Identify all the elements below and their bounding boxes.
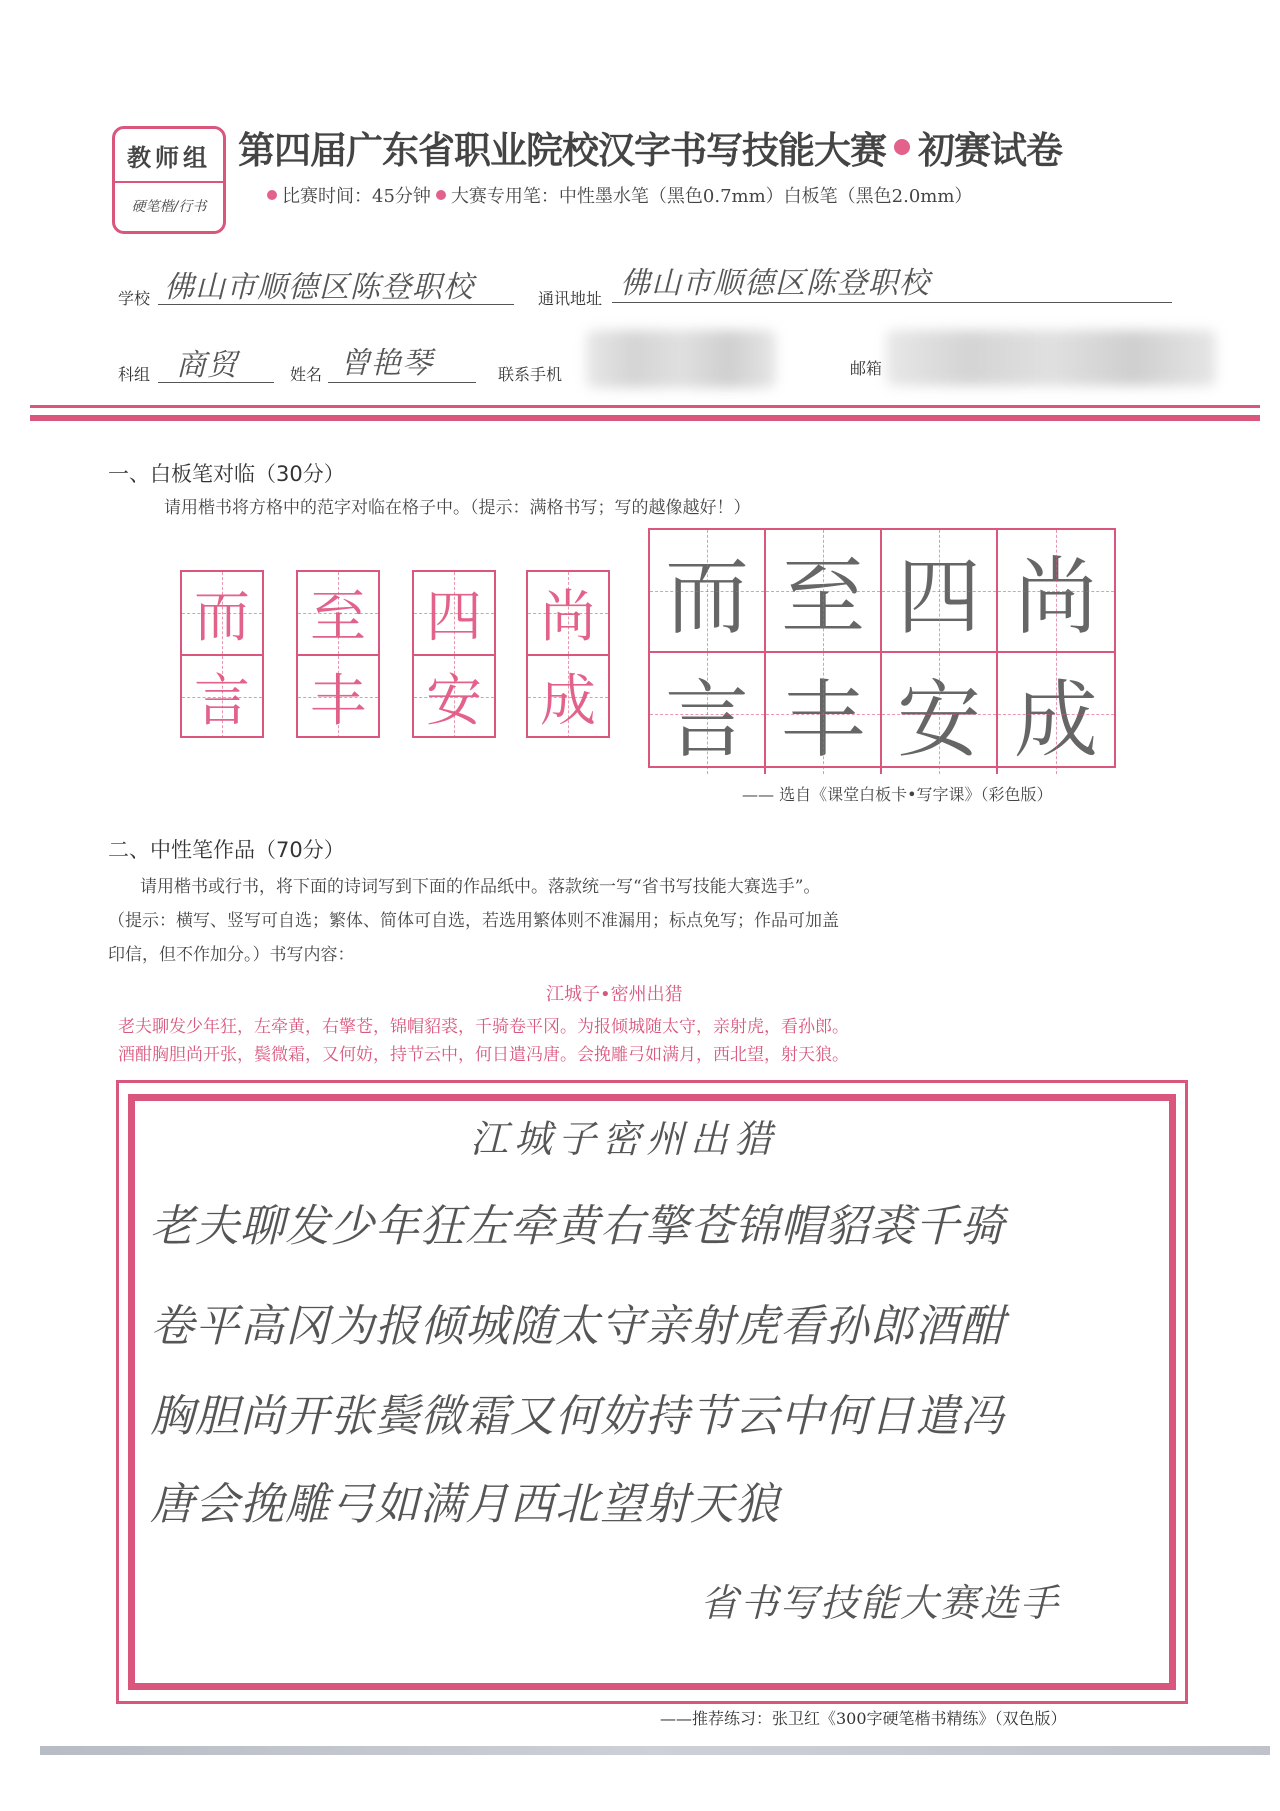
work-title: 江城子密州出猎 (470, 1117, 779, 1161)
written-char: 成 (1013, 671, 1098, 769)
poem-title: 江城子•密州出猎 (546, 984, 683, 1005)
subtitle (262, 182, 972, 208)
badge-style-label: 硬笔楷/行书 (131, 199, 207, 215)
address-label: 通讯地址 (538, 289, 603, 308)
source-citation: —— 选自《课堂白板卡•写字课》（彩色版） (742, 785, 1053, 804)
grid-cell[interactable] (650, 530, 766, 653)
poem-line: 酒酣胸胆尚开张，鬓微霜，又何妨，持节云中，何日遣冯唐。会挽雕弓如满月，西北望，射天狼。 (118, 1045, 849, 1065)
divider (30, 405, 1260, 408)
written-char: 而 (664, 548, 749, 646)
model-box (180, 570, 264, 738)
school-field[interactable] (158, 262, 514, 305)
model-char: 而 (194, 585, 250, 650)
section2-instruction-2: （提示：横写、竖写可自选；繁体、简体可自选，若选用繁体则不准漏用；标点免写；作品可加盖 (108, 911, 839, 931)
grid-cell[interactable] (882, 530, 998, 653)
model-char: 四 (426, 585, 482, 650)
grid-cell[interactable] (650, 653, 766, 774)
section2-heading: 二、中性笔作品（70分） (108, 838, 345, 862)
written-char: 至 (780, 548, 865, 646)
bullet-dot-icon (267, 190, 277, 200)
model-char: 成 (540, 669, 596, 734)
grid-cell[interactable] (882, 653, 998, 774)
name-value: 曾艳琴 (340, 346, 433, 381)
pen-requirement: 大赛专用笔：中性墨水笔（黑色0.7mm）白板笔（黑色2.0mm） (450, 186, 973, 207)
work-line: 卷平高冈为报倾城随太守亲射虎看孙郎酒酣 (150, 1301, 1005, 1352)
grid-cell[interactable] (766, 530, 882, 653)
work-line: 胸胆尚开张鬓微霜又何妨持节云中何日遣冯 (150, 1391, 1005, 1442)
written-char: 安 (896, 671, 981, 769)
address-value: 佛山市顺德区陈登职校 (620, 266, 930, 301)
email-label: 邮箱 (850, 359, 883, 378)
bottom-scan-edge (40, 1746, 1270, 1755)
divider (30, 415, 1260, 421)
written-char: 丰 (780, 671, 865, 769)
subject-field[interactable] (158, 340, 274, 383)
grid-cell[interactable] (998, 530, 1114, 653)
title-suffix: 初赛试卷 (918, 129, 1062, 172)
model-char: 尚 (540, 585, 596, 650)
copy-grid[interactable] (648, 528, 1116, 768)
written-char: 尚 (1013, 548, 1098, 646)
model-box (412, 570, 496, 738)
subject-label: 科组 (118, 365, 151, 384)
subject-value: 商贸 (176, 348, 238, 383)
poem-line: 老夫聊发少年狂，左牵黄，右擎苍，锦帽貂裘，千骑卷平冈。为报倾城随太守，亲射虎，看孙郎。 (118, 1017, 849, 1037)
bullet-dot-icon (436, 190, 446, 200)
badge-group-label: 教师组 (115, 129, 223, 183)
work-line: 老夫聊发少年狂左牵黄右擎苍锦帽貂裘千骑 (150, 1201, 1005, 1252)
bullet-dot-icon (894, 139, 910, 155)
section2-instruction-1: 请用楷书或行书，将下面的诗词写到下面的作品纸中。落款统一写“省书写技能大赛选手”。 (140, 877, 821, 897)
model-box (296, 570, 380, 738)
name-field[interactable] (328, 338, 476, 383)
work-signature: 省书写技能大赛选手 (700, 1581, 1061, 1625)
model-box (526, 570, 610, 738)
work-line: 唐会挽雕弓如满月西北望射天狼 (150, 1479, 780, 1530)
grid-cell[interactable] (998, 653, 1114, 774)
email-redacted (886, 330, 1216, 386)
written-char: 四 (896, 548, 981, 646)
exam-time: 比赛时间：45分钟 (282, 186, 431, 207)
section2-instruction-3: 印信，但不作加分。）书写内容： (108, 945, 355, 965)
section1-instruction: 请用楷书将方格中的范字对临在格子中。（提示：满格书写；写的越像越好！） (164, 498, 751, 518)
school-label: 学校 (118, 289, 151, 308)
written-char: 言 (664, 671, 749, 769)
model-char: 言 (194, 669, 250, 734)
section1-heading: 一、白板笔对临（30分） (108, 462, 345, 486)
name-label: 姓名 (290, 365, 323, 384)
recommend-note: ——推荐练习：张卫红《300字硬笔楷书精练》（双色版） (660, 1709, 1067, 1728)
model-char: 丰 (310, 669, 366, 734)
school-value: 佛山市顺德区陈登职校 (164, 270, 474, 305)
phone-redacted (586, 330, 776, 388)
page-title (238, 120, 1062, 174)
address-field[interactable] (612, 258, 1172, 303)
group-badge (112, 126, 226, 234)
model-char: 安 (426, 669, 482, 734)
grid-cell[interactable] (766, 653, 882, 774)
title-main: 第四届广东省职业院校汉字书写技能大赛 (238, 129, 886, 172)
model-char: 至 (310, 585, 366, 650)
phone-label: 联系手机 (498, 365, 563, 384)
